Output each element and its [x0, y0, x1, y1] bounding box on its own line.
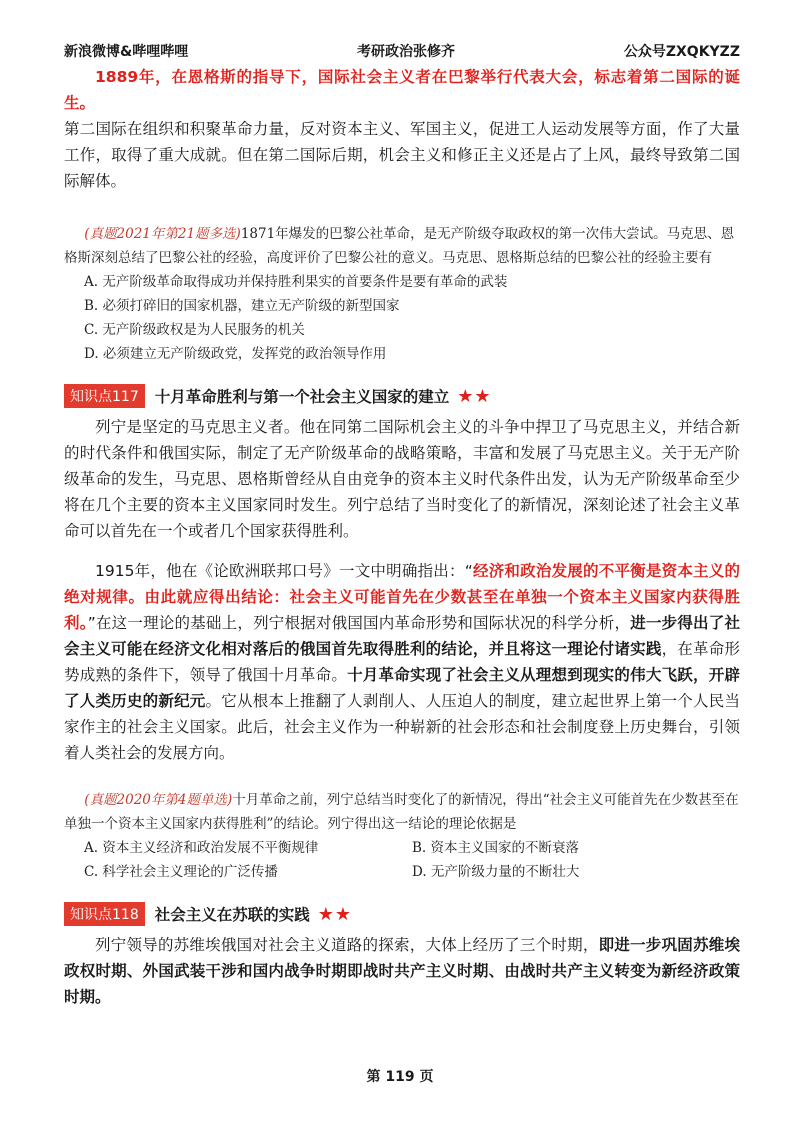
knowledge-point-118-title: 社会主义在苏联的实践: [154, 906, 310, 924]
kp117-p2-red-quote: 经济和政治发展的不平衡是资本主义的绝对规律。由此就应得出结论：社会主义可能首先在少数甚至在单独一个资本主义国家内获得胜利。: [64, 562, 740, 632]
quiz-2021-option-a: A. 无产阶级革命取得成功并保持胜利果实的首要条件是要有革命的武装: [84, 274, 508, 290]
header-left: 新浪微博&哔哩哔哩: [64, 44, 189, 60]
header-right: 公众号ZXQKYZZ: [623, 44, 740, 60]
knowledge-point-117-heading: [64, 384, 740, 408]
page-number: 第 119 页: [366, 1069, 434, 1085]
quiz-2021-option-c: C. 无产阶级政权是为人民服务的机关: [84, 322, 305, 338]
quiz-2020-option-b: B. 资本主义国家的不断衰落: [412, 840, 580, 856]
quiz-2020-stem-line: [64, 788, 740, 836]
quiz-2020-option-a: A. 资本主义经济和政治发展不平衡规律: [84, 840, 319, 856]
quiz-2020-option-d: D. 无产阶级力量的不断壮大: [412, 864, 580, 880]
quiz-2020-tag: (真题2020年第4题单选): [84, 792, 233, 808]
kp117-paragraph-1: 列宁是坚定的马克思主义者。他在同第二国际机会主义的斗争中捍卫了马克思主义，并结合新的时代条件和俄国实际，制定了无产阶级革命的战略策略，丰富和发展了马克思主义。关于无产阶级革命的发生，马克思、恩格斯曾经从自由竞争的资本主义时代条件出发，认为无产阶级革命至少将在几个主要的资本主义国家同时发生。列宁总结了当时变化了的新情况，深刻论述了社会主义革命可以首先在一个或者几个国家获得胜利。: [64, 418, 740, 540]
star-rating-icon: ★★: [317, 903, 353, 925]
header-center: 考研政治张修齐: [357, 44, 456, 60]
knowledge-point-117-title: 十月革命胜利与第一个社会主义国家的建立: [154, 388, 450, 406]
knowledge-point-118-heading: [64, 902, 740, 926]
quiz-2021-stem-line: [64, 222, 740, 270]
kp118-paragraph: [64, 932, 740, 1010]
quiz-2021-stem: 1871年爆发的巴黎公社革命，是无产阶级夺取政权的第一次伟大尝试。马克思、恩格斯深刻总结了巴黎公社的经验，高度评价了巴黎公社的意义。马克思、恩格斯总结的巴黎公社的经验主要有: [64, 226, 735, 266]
kp117-p2-bold-1: 进一步得出了社会主义可能在经济文化相对落后的俄国首先取得胜利的结论，并且将这一理论付诸实践: [64, 614, 740, 658]
kp118-p-a: 列宁领导的苏维埃俄国对社会主义道路的探索，大体上经历了三个时期，: [95, 936, 599, 954]
quiz-2020: [64, 788, 740, 884]
quiz-2021: [64, 222, 740, 366]
intro-red-lead: 1889年，在恩格斯的指导下，国际社会主义者在巴黎举行代表大会，标志着第二国际的诞生。: [64, 68, 740, 112]
star-rating-icon: ★★: [457, 385, 492, 407]
quiz-2021-option-b: B. 必须打碎旧的国家机器，建立无产阶级的新型国家: [84, 298, 400, 314]
kp117-p2-bold-2: 十月革命实现了社会主义从理想到现实的伟大飞跃，开辟了人类历史的新纪元: [64, 666, 740, 710]
kp118-p-bold: 即进一步巩固苏维埃政权时期、外国武装干涉和国内战争时期即战时共产主义时期、由战时共产主义转变为新经济政策时期。: [64, 936, 740, 1006]
quiz-2021-option-d: D. 必须建立无产阶级政党，发挥党的政治领导作用: [84, 346, 387, 362]
page: [64, 40, 740, 1010]
quiz-2020-options: [64, 836, 740, 884]
knowledge-point-117-badge: 知识点117: [64, 384, 145, 408]
quiz-2020-option-c: C. 科学社会主义理论的广泛传播: [84, 864, 278, 880]
kp117-p2-d: 。它从根本上推翻了人剥削人、人压迫人的制度，建立起世界上第一个人民当家作主的社会主义国家。此后，社会主义作为一种崭新的社会形态和社会制度登上历史舞台，引领着人类社会的发展方向。: [64, 692, 740, 762]
kp117-p2-a: 1915年，他在《论欧洲联邦口号》一文中明确指出：“: [95, 562, 473, 580]
kp117-p2-c: ，在革命形势成熟的条件下，领导了俄国十月革命。: [64, 640, 740, 684]
knowledge-point-118-badge: 知识点118: [64, 902, 145, 926]
intro-text: 第二国际在组织和积聚革命力量，反对资本主义、军国主义，促进工人运动发展等方面，作了大量工作，取得了重大成就。但在第二国际后期，机会主义和修正主义还是占了上风，最终导致第二国际解体。: [64, 120, 740, 190]
page-header: [64, 40, 740, 62]
kp117-paragraph-2: [64, 558, 740, 766]
quiz-2021-tag: (真题2021年第21题多选): [84, 226, 241, 242]
quiz-2020-stem: 十月革命之前，列宁总结当时变化了的新情况，得出“社会主义可能首先在少数甚至在单独一个资本主义国家内获得胜利”的结论。列宁得出这一结论的理论依据是: [64, 792, 739, 832]
kp117-p2-b: ”在这一理论的基础上，列宁根据对俄国国内革命形势和国际状况的科学分析，: [87, 614, 631, 632]
